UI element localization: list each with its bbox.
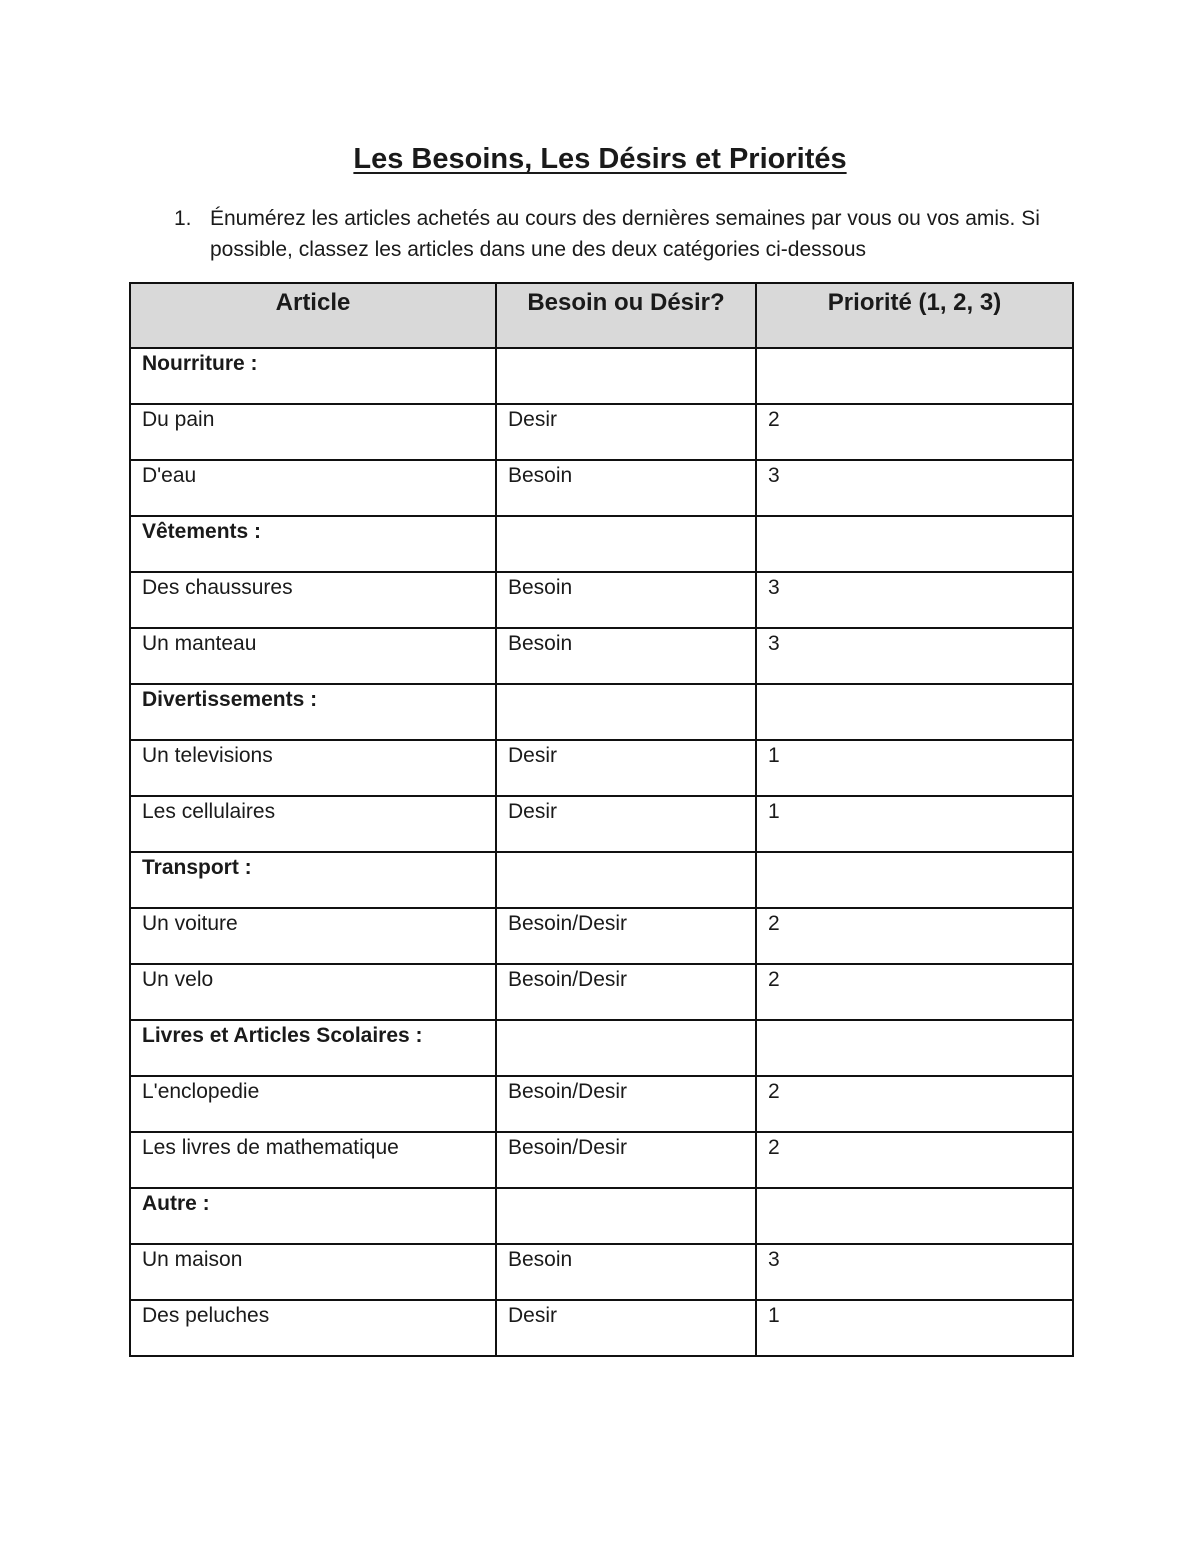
cell-besoin-ou-desir: Besoin/Desir	[496, 908, 756, 964]
cell-priorite	[756, 348, 1073, 404]
question-1	[174, 203, 1074, 265]
cell-besoin-ou-desir: Desir	[496, 796, 756, 852]
cell-article: Un maison	[130, 1244, 496, 1300]
cell-article: Du pain	[130, 404, 496, 460]
cell-besoin-ou-desir	[496, 852, 756, 908]
table-row	[130, 404, 1073, 460]
category-label: Livres et Articles Scolaires :	[130, 1020, 496, 1076]
table-row	[130, 964, 1073, 1020]
cell-article: L'enclopedie	[130, 1076, 496, 1132]
cell-besoin-ou-desir	[496, 1020, 756, 1076]
table-row	[130, 1244, 1073, 1300]
cell-article: Un manteau	[130, 628, 496, 684]
cell-article: D'eau	[130, 460, 496, 516]
table-row	[130, 628, 1073, 684]
category-label: Vêtements :	[130, 516, 496, 572]
cell-besoin-ou-desir	[496, 684, 756, 740]
cell-besoin-ou-desir	[496, 348, 756, 404]
cell-priorite: 3	[756, 460, 1073, 516]
table-row	[130, 740, 1073, 796]
cell-besoin-ou-desir: Besoin	[496, 572, 756, 628]
cell-article: Les cellulaires	[130, 796, 496, 852]
cell-priorite: 2	[756, 404, 1073, 460]
category-row	[130, 1188, 1073, 1244]
cell-besoin-ou-desir: Besoin/Desir	[496, 1132, 756, 1188]
table-row	[130, 460, 1073, 516]
cell-priorite: 1	[756, 1300, 1073, 1356]
cell-besoin-ou-desir: Besoin/Desir	[496, 964, 756, 1020]
cell-priorite: 2	[756, 1132, 1073, 1188]
table-body	[130, 348, 1073, 1356]
table-row	[130, 1132, 1073, 1188]
cell-priorite: 3	[756, 572, 1073, 628]
cell-besoin-ou-desir: Besoin	[496, 1244, 756, 1300]
table-row	[130, 572, 1073, 628]
cell-besoin-ou-desir	[496, 1188, 756, 1244]
cell-article: Des chaussures	[130, 572, 496, 628]
cell-priorite: 2	[756, 1076, 1073, 1132]
cell-priorite	[756, 516, 1073, 572]
question-text: Énumérez les articles achetés au cours des dernières semaines par vous ou vos amis. Si possible, classez les articles dans une des deux catégories ci-dessous	[210, 207, 1040, 261]
table-row	[130, 908, 1073, 964]
cell-priorite: 3	[756, 1244, 1073, 1300]
category-label: Transport :	[130, 852, 496, 908]
cell-priorite	[756, 852, 1073, 908]
category-label: Nourriture :	[130, 348, 496, 404]
category-row	[130, 852, 1073, 908]
category-row	[130, 516, 1073, 572]
cell-article: Un voiture	[130, 908, 496, 964]
category-row	[130, 348, 1073, 404]
cell-priorite	[756, 684, 1073, 740]
cell-priorite	[756, 1020, 1073, 1076]
cell-article: Un velo	[130, 964, 496, 1020]
cell-besoin-ou-desir: Besoin	[496, 460, 756, 516]
cell-besoin-ou-desir	[496, 516, 756, 572]
cell-besoin-ou-desir: Besoin/Desir	[496, 1076, 756, 1132]
header-besoin-ou-desir: Besoin ou Désir?	[496, 283, 756, 348]
page-title: Les Besoins, Les Désirs et Priorités	[353, 143, 847, 175]
category-row	[130, 684, 1073, 740]
cell-besoin-ou-desir: Desir	[496, 740, 756, 796]
table-row	[130, 1076, 1073, 1132]
cell-priorite: 2	[756, 964, 1073, 1020]
cell-priorite: 1	[756, 740, 1073, 796]
items-table	[129, 282, 1074, 1357]
header-article: Article	[130, 283, 496, 348]
cell-besoin-ou-desir: Desir	[496, 1300, 756, 1356]
table-row	[130, 1300, 1073, 1356]
cell-priorite: 2	[756, 908, 1073, 964]
question-number: 1.	[174, 207, 192, 230]
cell-priorite: 3	[756, 628, 1073, 684]
header-priorite: Priorité (1, 2, 3)	[756, 283, 1073, 348]
cell-article: Les livres de mathematique	[130, 1132, 496, 1188]
category-row	[130, 1020, 1073, 1076]
category-label: Autre :	[130, 1188, 496, 1244]
cell-article: Des peluches	[130, 1300, 496, 1356]
cell-besoin-ou-desir: Desir	[496, 404, 756, 460]
table-row	[130, 796, 1073, 852]
table-header-row	[130, 283, 1073, 348]
cell-article: Un televisions	[130, 740, 496, 796]
cell-besoin-ou-desir: Besoin	[496, 628, 756, 684]
cell-priorite: 1	[756, 796, 1073, 852]
category-label: Divertissements :	[130, 684, 496, 740]
cell-priorite	[756, 1188, 1073, 1244]
